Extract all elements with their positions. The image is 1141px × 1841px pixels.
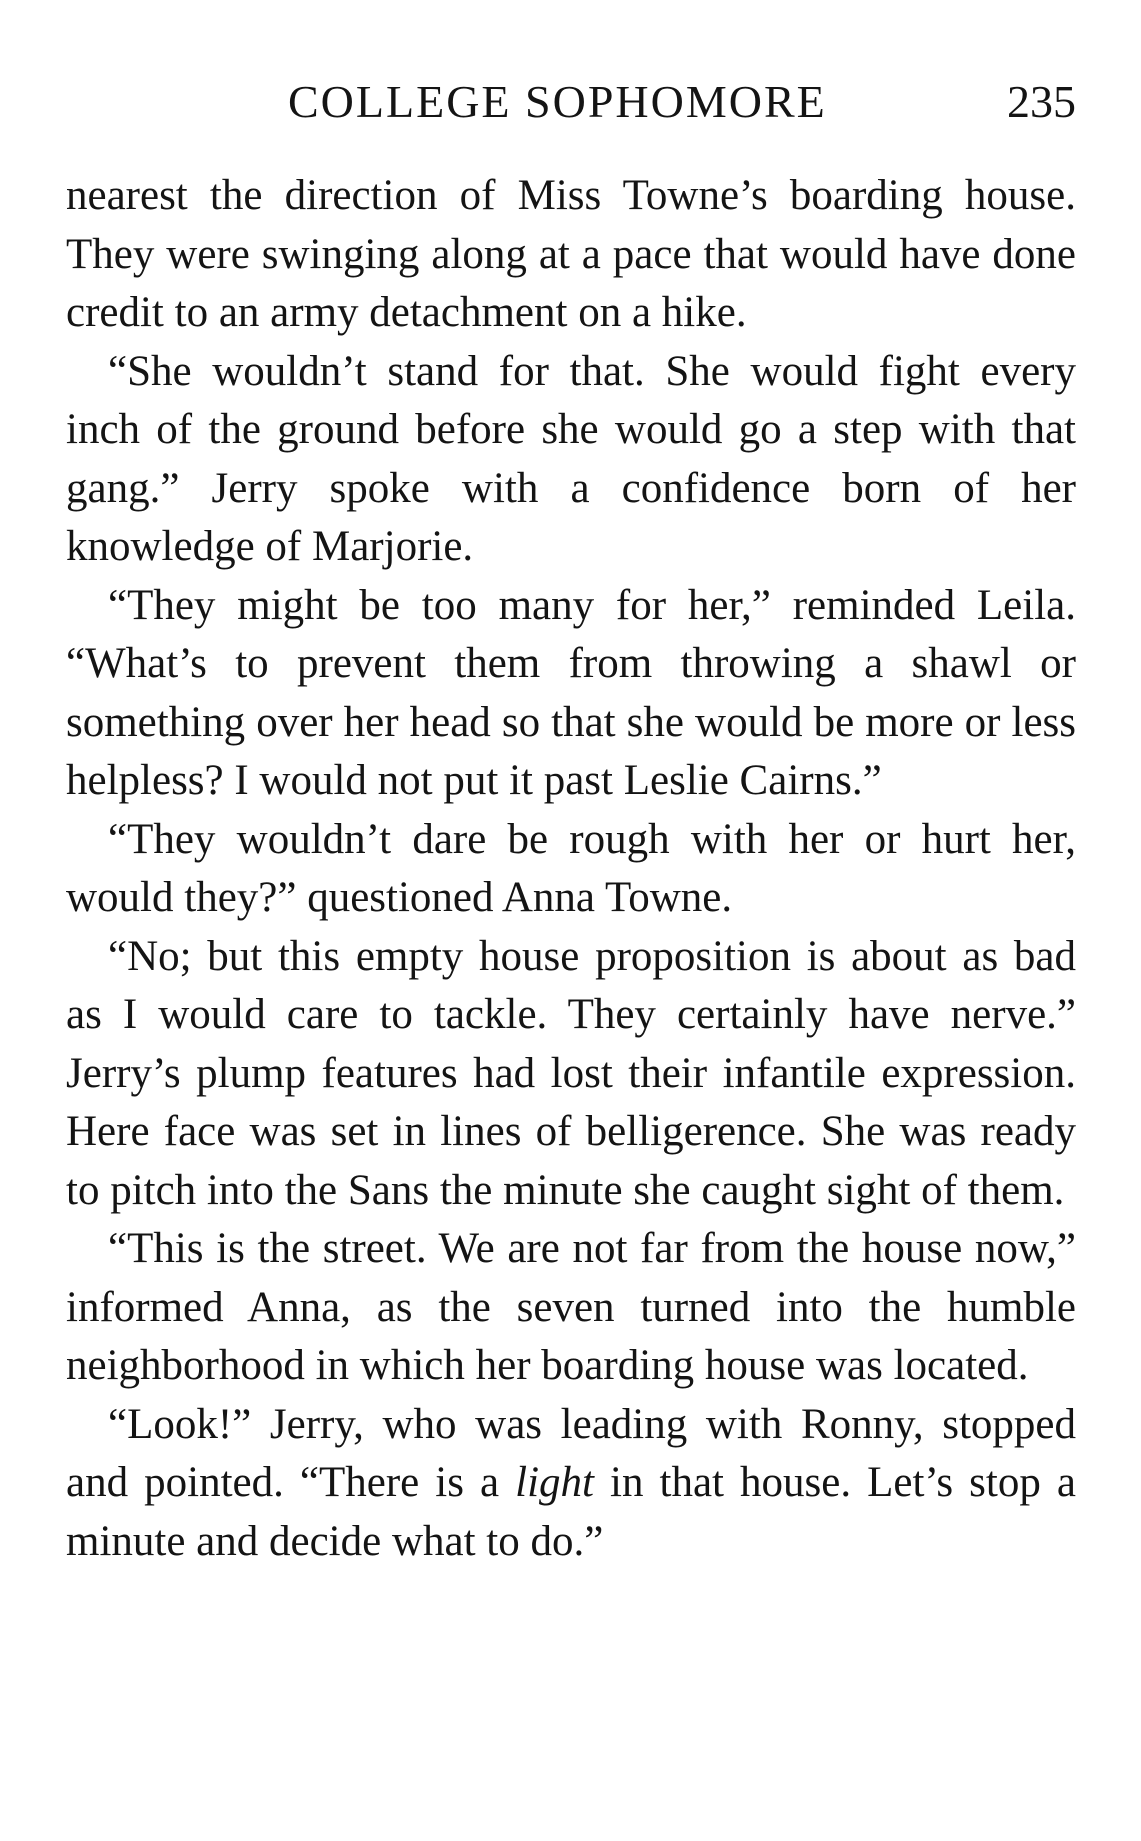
emphasized-word: light bbox=[515, 1459, 594, 1506]
paragraph-3: “They might be too many for her,” reminded Leila. “What’s to prevent them from throwing a shawl or something over her head so that she would be more or less helpless? I would not put it past Leslie Cairns.” bbox=[66, 581, 1076, 804]
page-number: 235 bbox=[1007, 76, 1076, 127]
paragraph-5: “No; but this empty house proposition is about as bad as I would care to tackle. They certainly have nerve.” Jerry’s plump features had lost their infantile expression. Here face was set in lines of belligerence. She was ready to pitch into the Sans the minute she caught sight of them. bbox=[66, 932, 1076, 1214]
paragraph-4: “They wouldn’t dare be rough with her or hurt her, would they?” questioned Anna Towne. bbox=[66, 815, 1076, 921]
paragraph-1: nearest the direction of Miss Towne’s boarding house. They were swinging along at a pace that would have done credit to an army detachment on a hike. bbox=[66, 172, 1076, 336]
paragraph-7-tail: in that house. Let’s stop a minute and decide what to do.” bbox=[66, 1459, 1076, 1565]
running-title: COLLEGE SOPHOMORE bbox=[288, 76, 827, 127]
paragraph-7 bbox=[66, 1396, 1076, 1572]
paragraph-2: “She wouldn’t stand for that. She would fight every inch of the ground before she would go a step with that gang.” Jerry spoke with a confidence born of her knowledge of Marjorie. bbox=[66, 347, 1076, 570]
body-text bbox=[66, 167, 1076, 1571]
paragraph-6: “This is the street. We are not far from the house now,” informed Anna, as the seven turned into the humble neighborhood in which her boarding house was located. bbox=[66, 1225, 1076, 1389]
paragraph-7-lead: “Look!” Jerry, who was leading with Ronny, stopped and pointed. “There is a bbox=[66, 1400, 1076, 1506]
running-head bbox=[66, 72, 1076, 132]
